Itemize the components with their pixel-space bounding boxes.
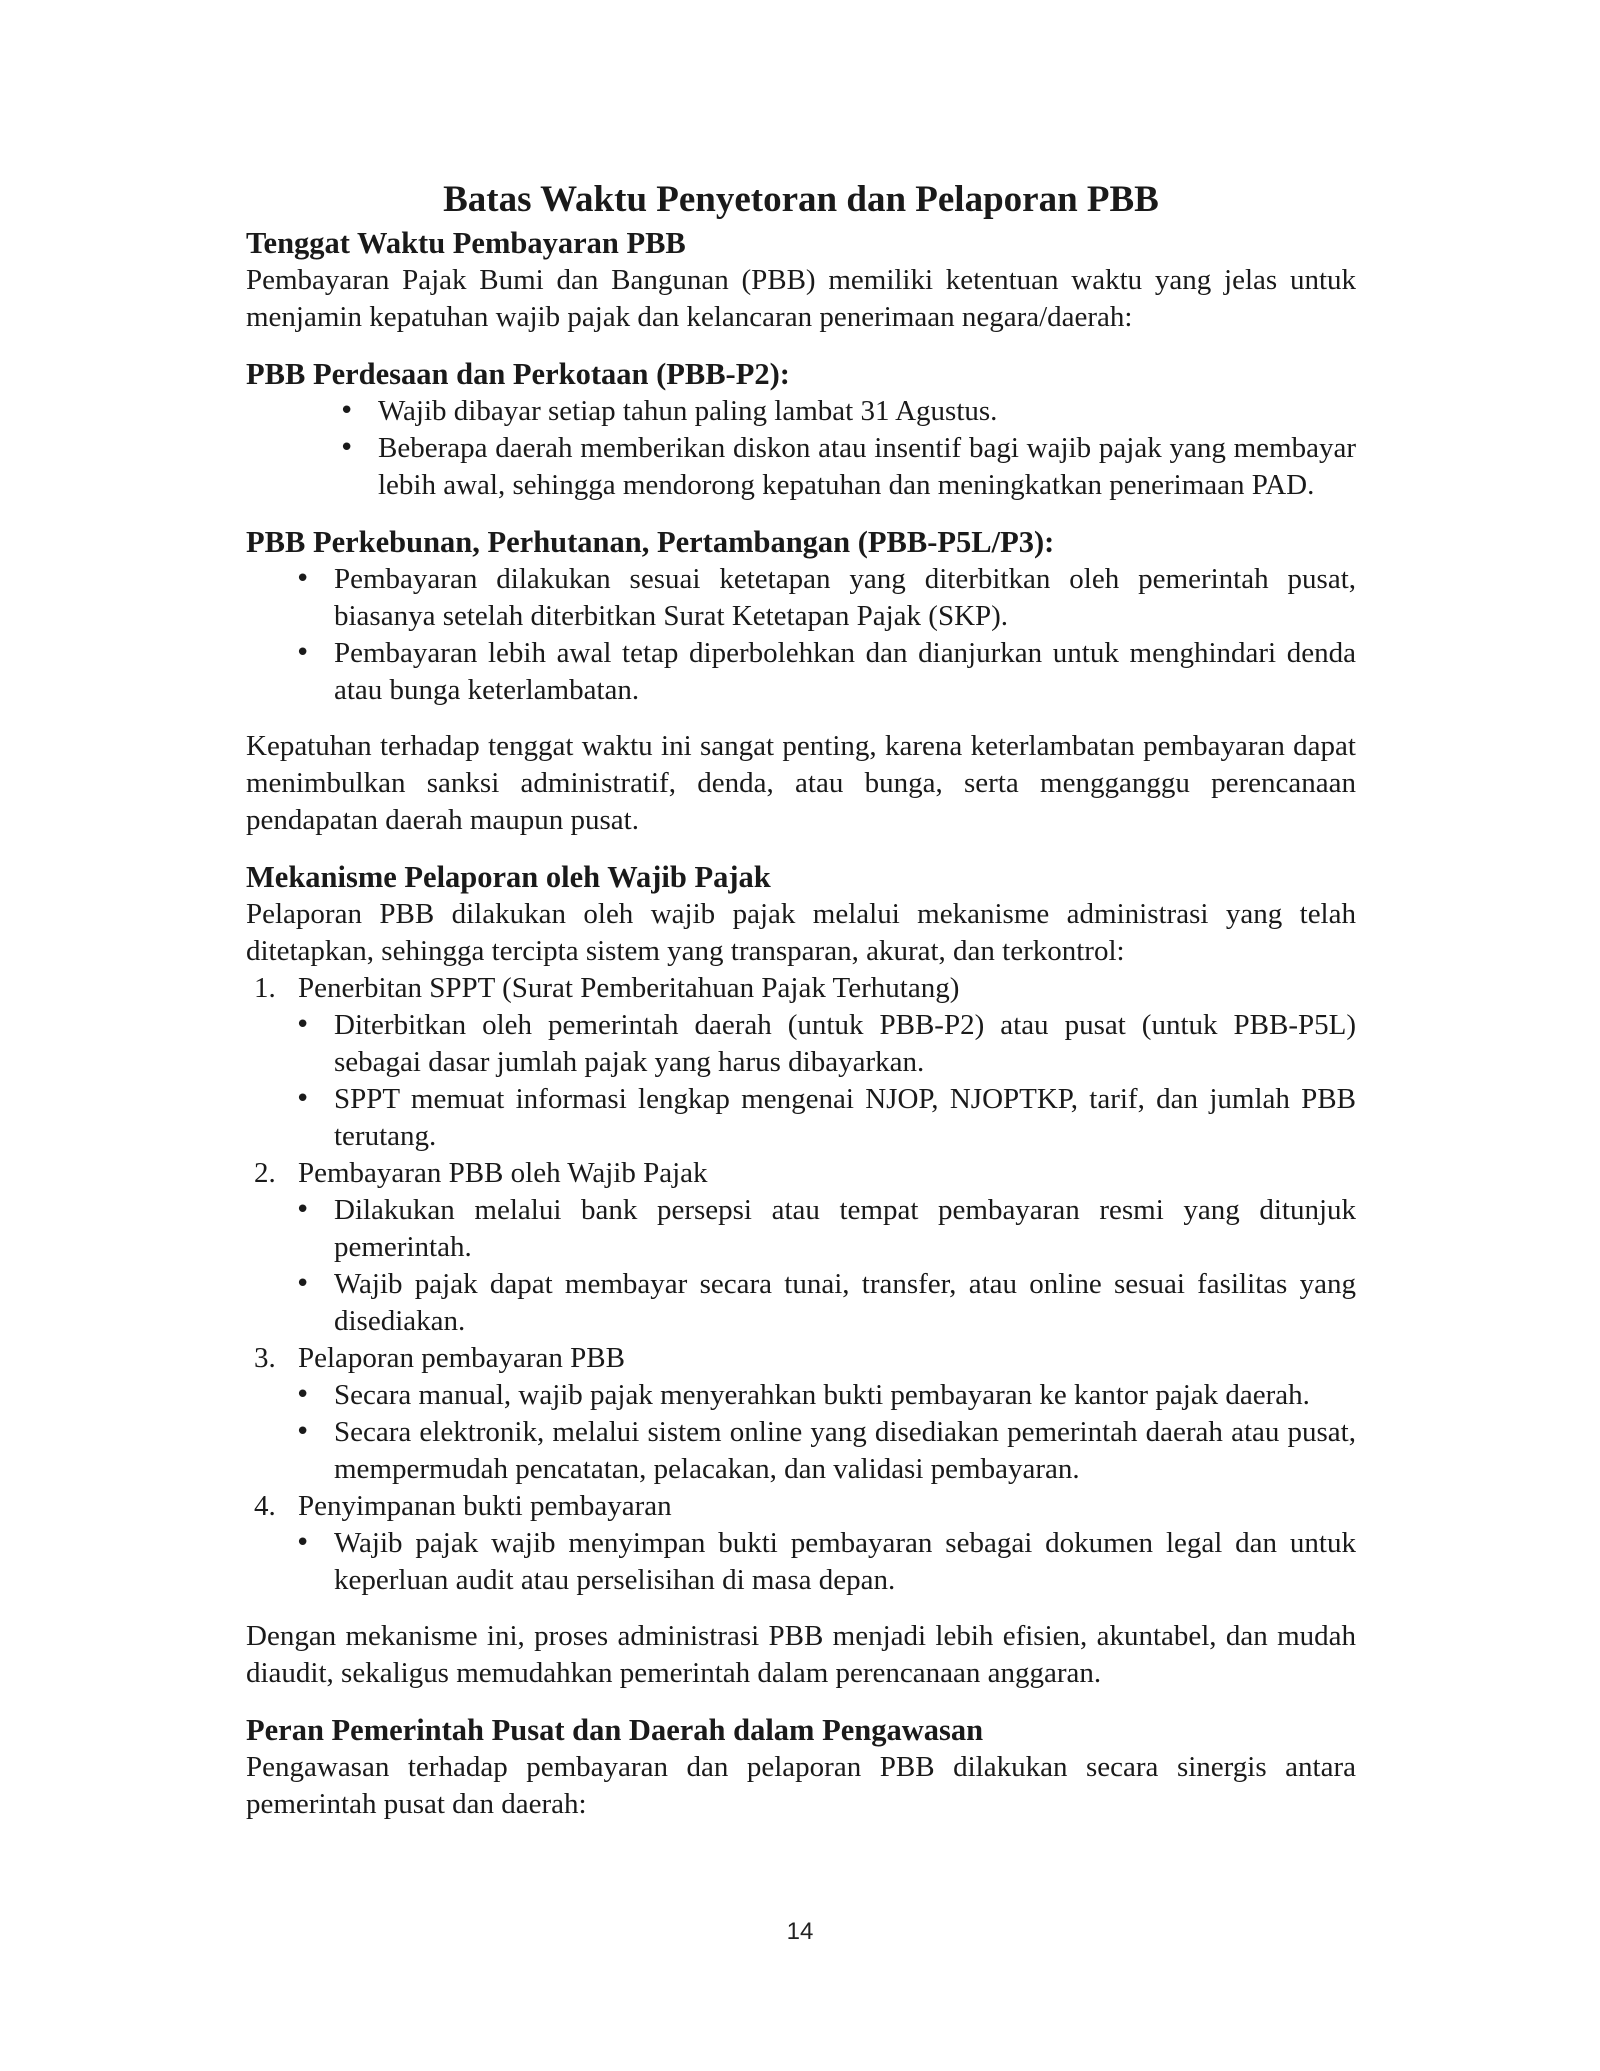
list-item: • SPPT memuat informasi lengkap mengenai NJOP, NJOPTKP, tarif, dan jumlah PBB terutang. xyxy=(334,1081,1356,1155)
subheading-pbb-p5l: PBB Perkebunan, Perhutanan, Pertambangan (PBB-P5L/P3): xyxy=(246,525,1055,559)
document-page xyxy=(246,178,1356,1823)
numbered-item xyxy=(246,1488,1356,1599)
numbered-item-title xyxy=(246,1488,1356,1525)
list-item: • Wajib pajak dapat membayar secara tunai, transfer, atau online sesuai fasilitas yang disediakan. xyxy=(334,1266,1356,1340)
list-item: • Wajib dibayar setiap tahun paling lambat 31 Agustus. xyxy=(378,393,1356,430)
item-title-text: Penyimpanan bukti pembayaran xyxy=(298,1490,672,1522)
list-item: • Wajib pajak wajib menyimpan bukti pembayaran sebagai dokumen legal dan untuk keperluan audit atau perselisihan di masa depan. xyxy=(334,1525,1356,1599)
numbered-item-title xyxy=(246,970,1356,1007)
list-item: • Pembayaran dilakukan sesuai ketetapan yang diterbitkan oleh pemerintah pusat, biasanya setelah diterbitkan Surat Ketetapan Pajak (SKP). xyxy=(334,561,1356,635)
item-number: 4. xyxy=(254,1490,276,1522)
sub-bullet-list xyxy=(246,1007,1356,1155)
section-heading-mekanisme: Mekanisme Pelaporan oleh Wajib Pajak xyxy=(246,860,771,894)
numbered-list-mekanisme xyxy=(246,970,1356,1599)
numbered-item xyxy=(246,1155,1356,1340)
numbered-item xyxy=(246,1340,1356,1488)
section-intro-tenggat: Pembayaran Pajak Bumi dan Bangunan (PBB) memiliki ketentuan waktu yang jelas untuk menjamin kepatuhan wajib pajak dan kelancaran penerimaan negara/daerah: xyxy=(246,264,1356,333)
paragraph-mekanisme-closing: Dengan mekanisme ini, proses administrasi PBB menjadi lebih efisien, akuntabel, dan mudah diaudit, sekaligus memudahkan pemerintah dalam perencanaan anggaran. xyxy=(246,1620,1356,1689)
numbered-item-title xyxy=(246,1340,1356,1377)
item-number: 1. xyxy=(254,972,276,1004)
sub-bullet-list xyxy=(246,1377,1356,1488)
bullet-list-pbb-p5l xyxy=(246,561,1356,709)
list-item: • Secara manual, wajib pajak menyerahkan bukti pembayaran ke kantor pajak daerah. xyxy=(334,1377,1356,1414)
section-intro-mekanisme: Pelaporan PBB dilakukan oleh wajib pajak melalui mekanisme administrasi yang telah ditetapkan, sehingga tercipta sistem yang transparan, akurat, dan terkontrol: xyxy=(246,898,1356,967)
item-title-text: Pembayaran PBB oleh Wajib Pajak xyxy=(298,1157,708,1189)
list-item: • Secara elektronik, melalui sistem online yang disediakan pemerintah daerah atau pusat, mempermudah pencatatan, pelacakan, dan validasi pembayaran. xyxy=(334,1414,1356,1488)
page-number: 14 xyxy=(786,1918,814,1945)
numbered-item xyxy=(246,970,1356,1155)
item-number: 2. xyxy=(254,1157,276,1189)
list-item: • Diterbitkan oleh pemerintah daerah (untuk PBB-P2) atau pusat (untuk PBB-P5L) sebagai dasar jumlah pajak yang harus dibayarkan. xyxy=(334,1007,1356,1081)
list-item: • Pembayaran lebih awal tetap diperbolehkan dan dianjurkan untuk menghindari denda atau bunga keterlambatan. xyxy=(334,635,1356,709)
sub-bullet-list xyxy=(246,1192,1356,1340)
list-item: • Dilakukan melalui bank persepsi atau tempat pembayaran resmi yang ditunjuk pemerintah. xyxy=(334,1192,1356,1266)
subheading-pbb-p2: PBB Perdesaan dan Perkotaan (PBB-P2): xyxy=(246,357,790,391)
section-heading-pengawasan: Peran Pemerintah Pusat dan Daerah dalam Pengawasan xyxy=(246,1713,984,1747)
paragraph-kepatuhan: Kepatuhan terhadap tenggat waktu ini sangat penting, karena keterlambatan pembayaran dapat menimbulkan sanksi administratif, denda, atau bunga, serta mengganggu perencanaan pendapatan daerah maupun pusat. xyxy=(246,730,1356,836)
section-heading-tenggat: Tenggat Waktu Pembayaran PBB xyxy=(246,226,686,260)
item-number: 3. xyxy=(254,1342,276,1374)
item-title-text: Pelaporan pembayaran PBB xyxy=(298,1342,625,1374)
numbered-item-title xyxy=(246,1155,1356,1192)
sub-bullet-list xyxy=(246,1525,1356,1599)
bullet-list-pbb-p2 xyxy=(246,393,1356,504)
item-title-text: Penerbitan SPPT (Surat Pemberitahuan Pajak Terhutang) xyxy=(298,972,960,1004)
section-intro-pengawasan: Pengawasan terhadap pembayaran dan pelaporan PBB dilakukan secara sinergis antara pemerintah pusat dan daerah: xyxy=(246,1751,1356,1820)
page-title: Batas Waktu Penyetoran dan Pelaporan PBB xyxy=(443,179,1159,220)
list-item: • Beberapa daerah memberikan diskon atau insentif bagi wajib pajak yang membayar lebih awal, sehingga mendorong kepatuhan dan meningkatkan penerimaan PAD. xyxy=(378,430,1356,504)
